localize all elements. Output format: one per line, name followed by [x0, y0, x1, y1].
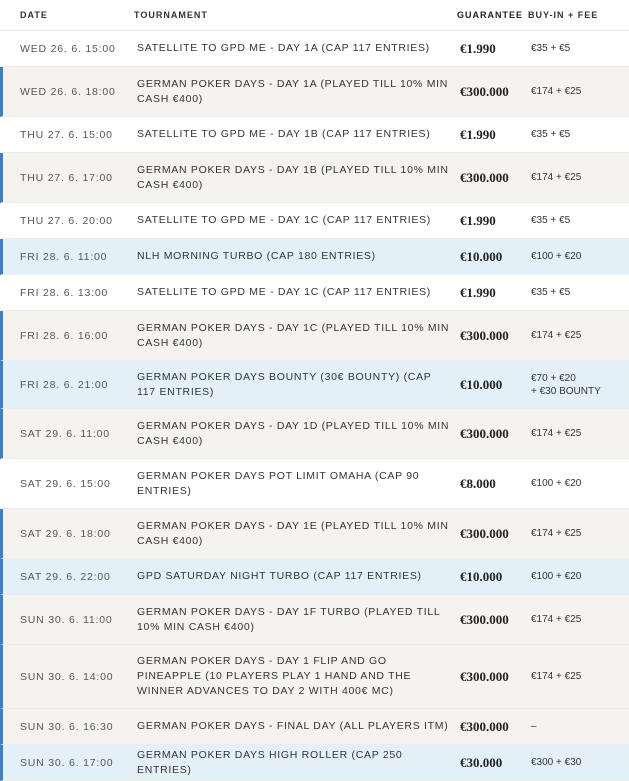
table-row [0, 67, 629, 117]
row-date: SAT 29. 6. 18:00 [20, 527, 111, 540]
row-tournament-name: GERMAN POKER DAYS - DAY 1B (PLAYED TILL 10% MIN CASH €400) [137, 163, 449, 191]
row-buyin: €174 + €25 [531, 172, 582, 183]
row-tournament-name: GERMAN POKER DAYS - DAY 1A (PLAYED TILL 10% MIN CASH €400) [137, 77, 449, 105]
row-tournament-name: GERMAN POKER DAYS POT LIMIT OMAHA (CAP 90 ENTRIES) [137, 469, 420, 497]
row-guarantee: €300.000 [460, 169, 509, 185]
table-row [0, 459, 629, 509]
table-row [0, 745, 629, 781]
table-row [0, 239, 629, 275]
row-date: THU 27. 6. 17:00 [20, 171, 113, 184]
row-buyin: €100 + €20 [531, 571, 582, 582]
row-date: FRI 28. 6. 13:00 [20, 286, 109, 299]
row-date: SUN 30. 6. 16:30 [20, 720, 114, 733]
row-buyin: €174 + €25 [531, 86, 582, 97]
row-tournament-name: SATELLITE TO GPD ME - DAY 1C (CAP 117 ENTRIES) [137, 286, 431, 298]
row-tournament-name: GERMAN POKER DAYS - DAY 1F TURBO (PLAYED TILL 10% MIN CASH €400) [137, 605, 441, 633]
row-guarantee: €1.990 [460, 126, 496, 142]
table-row [0, 559, 629, 595]
header-tournament: TOURNAMENT [134, 9, 208, 20]
row-guarantee: €300.000 [460, 83, 509, 99]
table-row [0, 409, 629, 459]
table-row [0, 31, 629, 67]
row-tournament-name: GERMAN POKER DAYS - DAY 1 FLIP AND GO PINEAPPLE (10 PLAYERS PLAY 1 HAND AND THE WINNER ADVANCES TO DAY 2 WITH 400€ MC) [137, 655, 412, 697]
row-buyin: €300 + €30 [531, 757, 582, 768]
table-row [0, 311, 629, 361]
table-row [0, 645, 629, 709]
row-date: WED 26. 6. 18:00 [20, 85, 116, 98]
row-guarantee: €30.000 [460, 754, 503, 770]
row-buyin: €100 + €20 [531, 251, 582, 262]
row-tournament-name: SATELLITE TO GPD ME - DAY 1A (CAP 117 ENTRIES) [137, 42, 430, 54]
table-row [0, 509, 629, 559]
row-guarantee: €1.990 [460, 284, 496, 300]
row-buyin: €35 + €5 [531, 287, 571, 298]
row-guarantee: €300.000 [460, 327, 509, 343]
table-row [0, 595, 629, 645]
row-tournament-name: SATELLITE TO GPD ME - DAY 1B (CAP 117 ENTRIES) [137, 128, 431, 140]
row-date: FRI 28. 6. 16:00 [20, 329, 109, 342]
row-date: SAT 29. 6. 15:00 [20, 477, 111, 490]
row-tournament-name: GERMAN POKER DAYS - DAY 1C (PLAYED TILL 10% MIN CASH €400) [137, 321, 450, 349]
row-guarantee: €1.990 [460, 212, 496, 228]
row-buyin: €174 + €25 [531, 614, 582, 625]
table-row [0, 153, 629, 203]
row-guarantee: €300.000 [460, 425, 509, 441]
row-date: SUN 30. 6. 11:00 [20, 613, 113, 626]
row-buyin: €174 + €25 [531, 330, 582, 341]
row-guarantee: €300.000 [460, 611, 509, 627]
header-buyin: BUY-IN + FEE [528, 9, 599, 20]
table-row [0, 203, 629, 239]
table-row [0, 117, 629, 153]
row-tournament-name: GPD SATURDAY NIGHT TURBO (CAP 117 ENTRIES) [137, 570, 422, 582]
row-date: SAT 29. 6. 22:00 [20, 570, 111, 583]
row-guarantee: €300.000 [460, 718, 509, 734]
row-buyin: €174 + €25 [531, 428, 582, 439]
row-tournament-name: GERMAN POKER DAYS BOUNTY (30€ BOUNTY) (CAP 117 ENTRIES) [137, 370, 432, 398]
row-date: FRI 28. 6. 21:00 [20, 378, 109, 391]
table-header [0, 0, 629, 31]
table-row [0, 709, 629, 745]
table-row [0, 361, 629, 409]
row-buyin: €100 + €20 [531, 478, 582, 489]
row-tournament-name: GERMAN POKER DAYS - DAY 1D (PLAYED TILL 10% MIN CASH €400) [137, 419, 450, 447]
row-buyin: – [531, 721, 537, 732]
row-date: SUN 30. 6. 17:00 [20, 756, 114, 769]
row-guarantee: €300.000 [460, 525, 509, 541]
row-date: THU 27. 6. 20:00 [20, 214, 113, 227]
row-guarantee: €300.000 [460, 668, 509, 684]
table-body [0, 31, 629, 781]
row-buyin-extra: + €30 BOUNTY [531, 385, 601, 397]
row-guarantee: €10.000 [460, 376, 503, 392]
row-buyin: €70 + €20 + €30 BOUNTY [531, 372, 601, 397]
row-buyin: €174 + €25 [531, 528, 582, 539]
row-buyin: €174 + €25 [531, 671, 582, 682]
row-date: THU 27. 6. 15:00 [20, 128, 113, 141]
row-guarantee: €10.000 [460, 248, 503, 264]
row-tournament-name: GERMAN POKER DAYS - DAY 1E (PLAYED TILL 10% MIN CASH €400) [137, 519, 449, 547]
row-tournament-name: NLH MORNING TURBO (CAP 180 ENTRIES) [137, 250, 376, 262]
row-date: FRI 28. 6. 11:00 [20, 250, 108, 263]
table-row [0, 275, 629, 311]
row-buyin: €35 + €5 [531, 215, 571, 226]
row-buyin: €35 + €5 [531, 43, 571, 54]
header-date: DATE [20, 10, 48, 20]
row-guarantee: €10.000 [460, 568, 503, 584]
row-date: WED 26. 6. 15:00 [20, 42, 116, 55]
header-guarantee: GUARANTEE [457, 10, 524, 20]
row-tournament-name: SATELLITE TO GPD ME - DAY 1C (CAP 117 ENTRIES) [137, 214, 431, 226]
row-guarantee: €8.000 [460, 475, 496, 491]
row-guarantee: €1.990 [460, 40, 496, 56]
row-tournament-name: GERMAN POKER DAYS - FINAL DAY (ALL PLAYERS ITM) [137, 720, 449, 732]
row-tournament-name: GERMAN POKER DAYS HIGH ROLLER (CAP 250 ENTRIES) [137, 748, 403, 776]
row-buyin: €35 + €5 [531, 129, 571, 140]
row-date: SAT 29. 6. 11:00 [20, 427, 110, 440]
row-date: SUN 30. 6. 14:00 [20, 670, 114, 683]
